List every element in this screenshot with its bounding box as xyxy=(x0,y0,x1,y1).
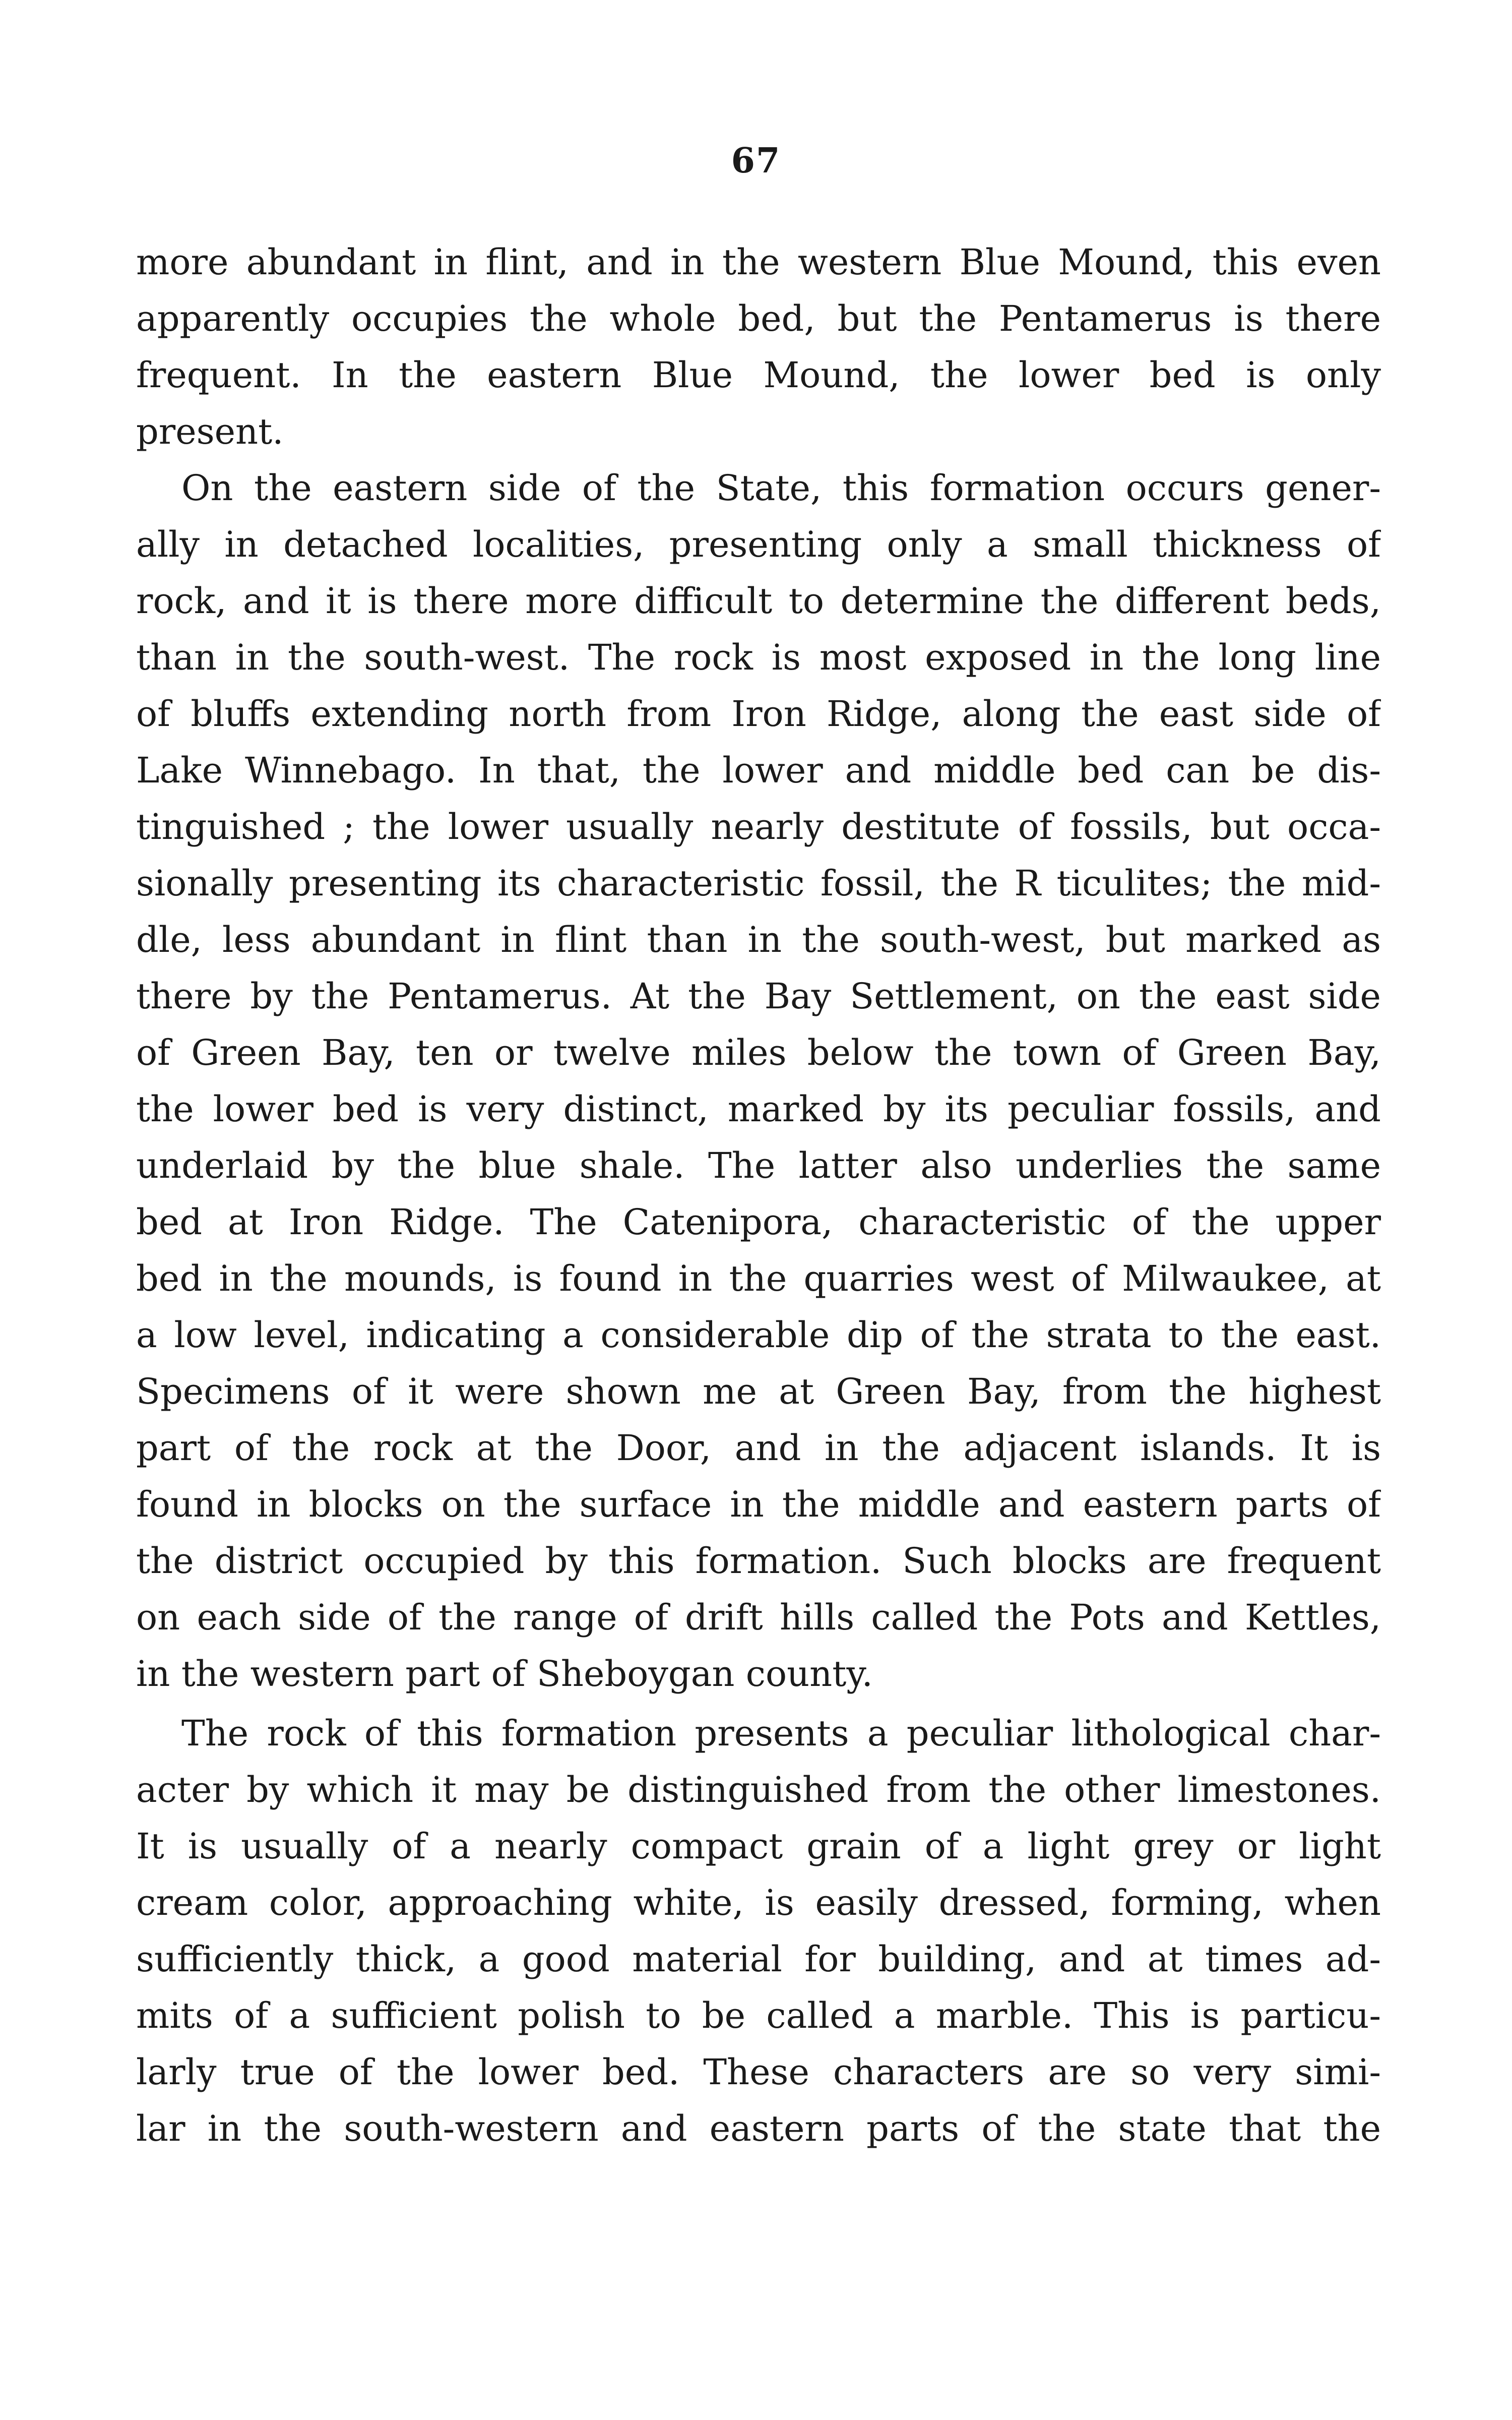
text-line: mits of a sufficient polish to be called a marble. This is particu- xyxy=(136,1995,1381,2036)
text-line: bed at Iron Ridge. The Catenipora, characteristic of the upper xyxy=(136,1201,1381,1243)
text-line: sionally presenting its characteristic fossil, the R ticulites; the mid- xyxy=(136,863,1381,904)
text-line: apparently occupies the whole bed, but the Pentamerus is there xyxy=(136,298,1381,339)
text-line: the lower bed is very distinct, marked by its peculiar fossils, and xyxy=(136,1088,1381,1130)
text-line: larly true of the lower bed. These characters are so very simi- xyxy=(136,2051,1381,2093)
text-line: tinguished ; the lower usually nearly destitute of fossils, but occa- xyxy=(136,806,1381,848)
text-line: underlaid by the blue shale. The latter also underlies the same xyxy=(136,1145,1381,1186)
text-line: found in blocks on the surface in the middle and eastern parts of xyxy=(136,1484,1381,1525)
text-line: It is usually of a nearly compact grain of a light grey or light xyxy=(136,1826,1381,1867)
body-text xyxy=(136,237,1381,2153)
text-line: there by the Pentamerus. At the Bay Settlement, on the east side xyxy=(136,976,1381,1017)
text-line: cream color, approaching white, is easily dressed, forming, when xyxy=(136,1882,1381,1923)
text-line: dle, less abundant in flint than in the south-west, but marked as xyxy=(136,919,1381,960)
text-line: part of the rock at the Door, and in the adjacent islands. It is xyxy=(136,1427,1381,1469)
text-line: acter by which it may be distinguished from the other limestones. xyxy=(136,1769,1381,1810)
text-line: On the eastern side of the State, this formation occurs gener- xyxy=(181,467,1381,509)
text-line: present. xyxy=(136,411,284,452)
text-line: The rock of this formation presents a peculiar lithological char- xyxy=(181,1713,1381,1754)
text-line: bed in the mounds, is found in the quarries west of Milwaukee, at xyxy=(136,1258,1381,1299)
text-line: the district occupied by this formation. Such blocks are frequent xyxy=(136,1540,1381,1582)
text-line: on each side of the range of drift hills called the Pots and Kettles, xyxy=(136,1597,1381,1638)
text-line: more abundant in flint, and in the western Blue Mound, this even xyxy=(136,241,1381,283)
text-line: sufficiently thick, a good material for building, and at times ad- xyxy=(136,1939,1381,1980)
text-line: than in the south-west. The rock is most exposed in the long line xyxy=(136,637,1381,678)
text-line: a low level, indicating a considerable dip of the strata to the east. xyxy=(136,1314,1381,1356)
text-line: of bluffs extending north from Iron Ridge, along the east side of xyxy=(136,693,1381,735)
text-line: Lake Winnebago. In that, the lower and middle bed can be dis- xyxy=(136,750,1381,791)
text-line: of Green Bay, ten or twelve miles below the town of Green Bay, xyxy=(136,1032,1381,1073)
text-line: ally in detached localities, presenting only a small thickness of xyxy=(136,524,1381,565)
text-line: Specimens of it were shown me at Green Bay, from the highest xyxy=(136,1371,1381,1412)
text-line: in the western part of Sheboygan county. xyxy=(136,1653,873,1695)
text-line: frequent. In the eastern Blue Mound, the lower bed is only xyxy=(136,354,1381,396)
text-line: rock, and it is there more difficult to determine the different beds, xyxy=(136,580,1381,622)
page-number: 67 xyxy=(731,141,781,181)
text-line: lar in the south-western and eastern parts of the state that the xyxy=(136,2108,1381,2149)
